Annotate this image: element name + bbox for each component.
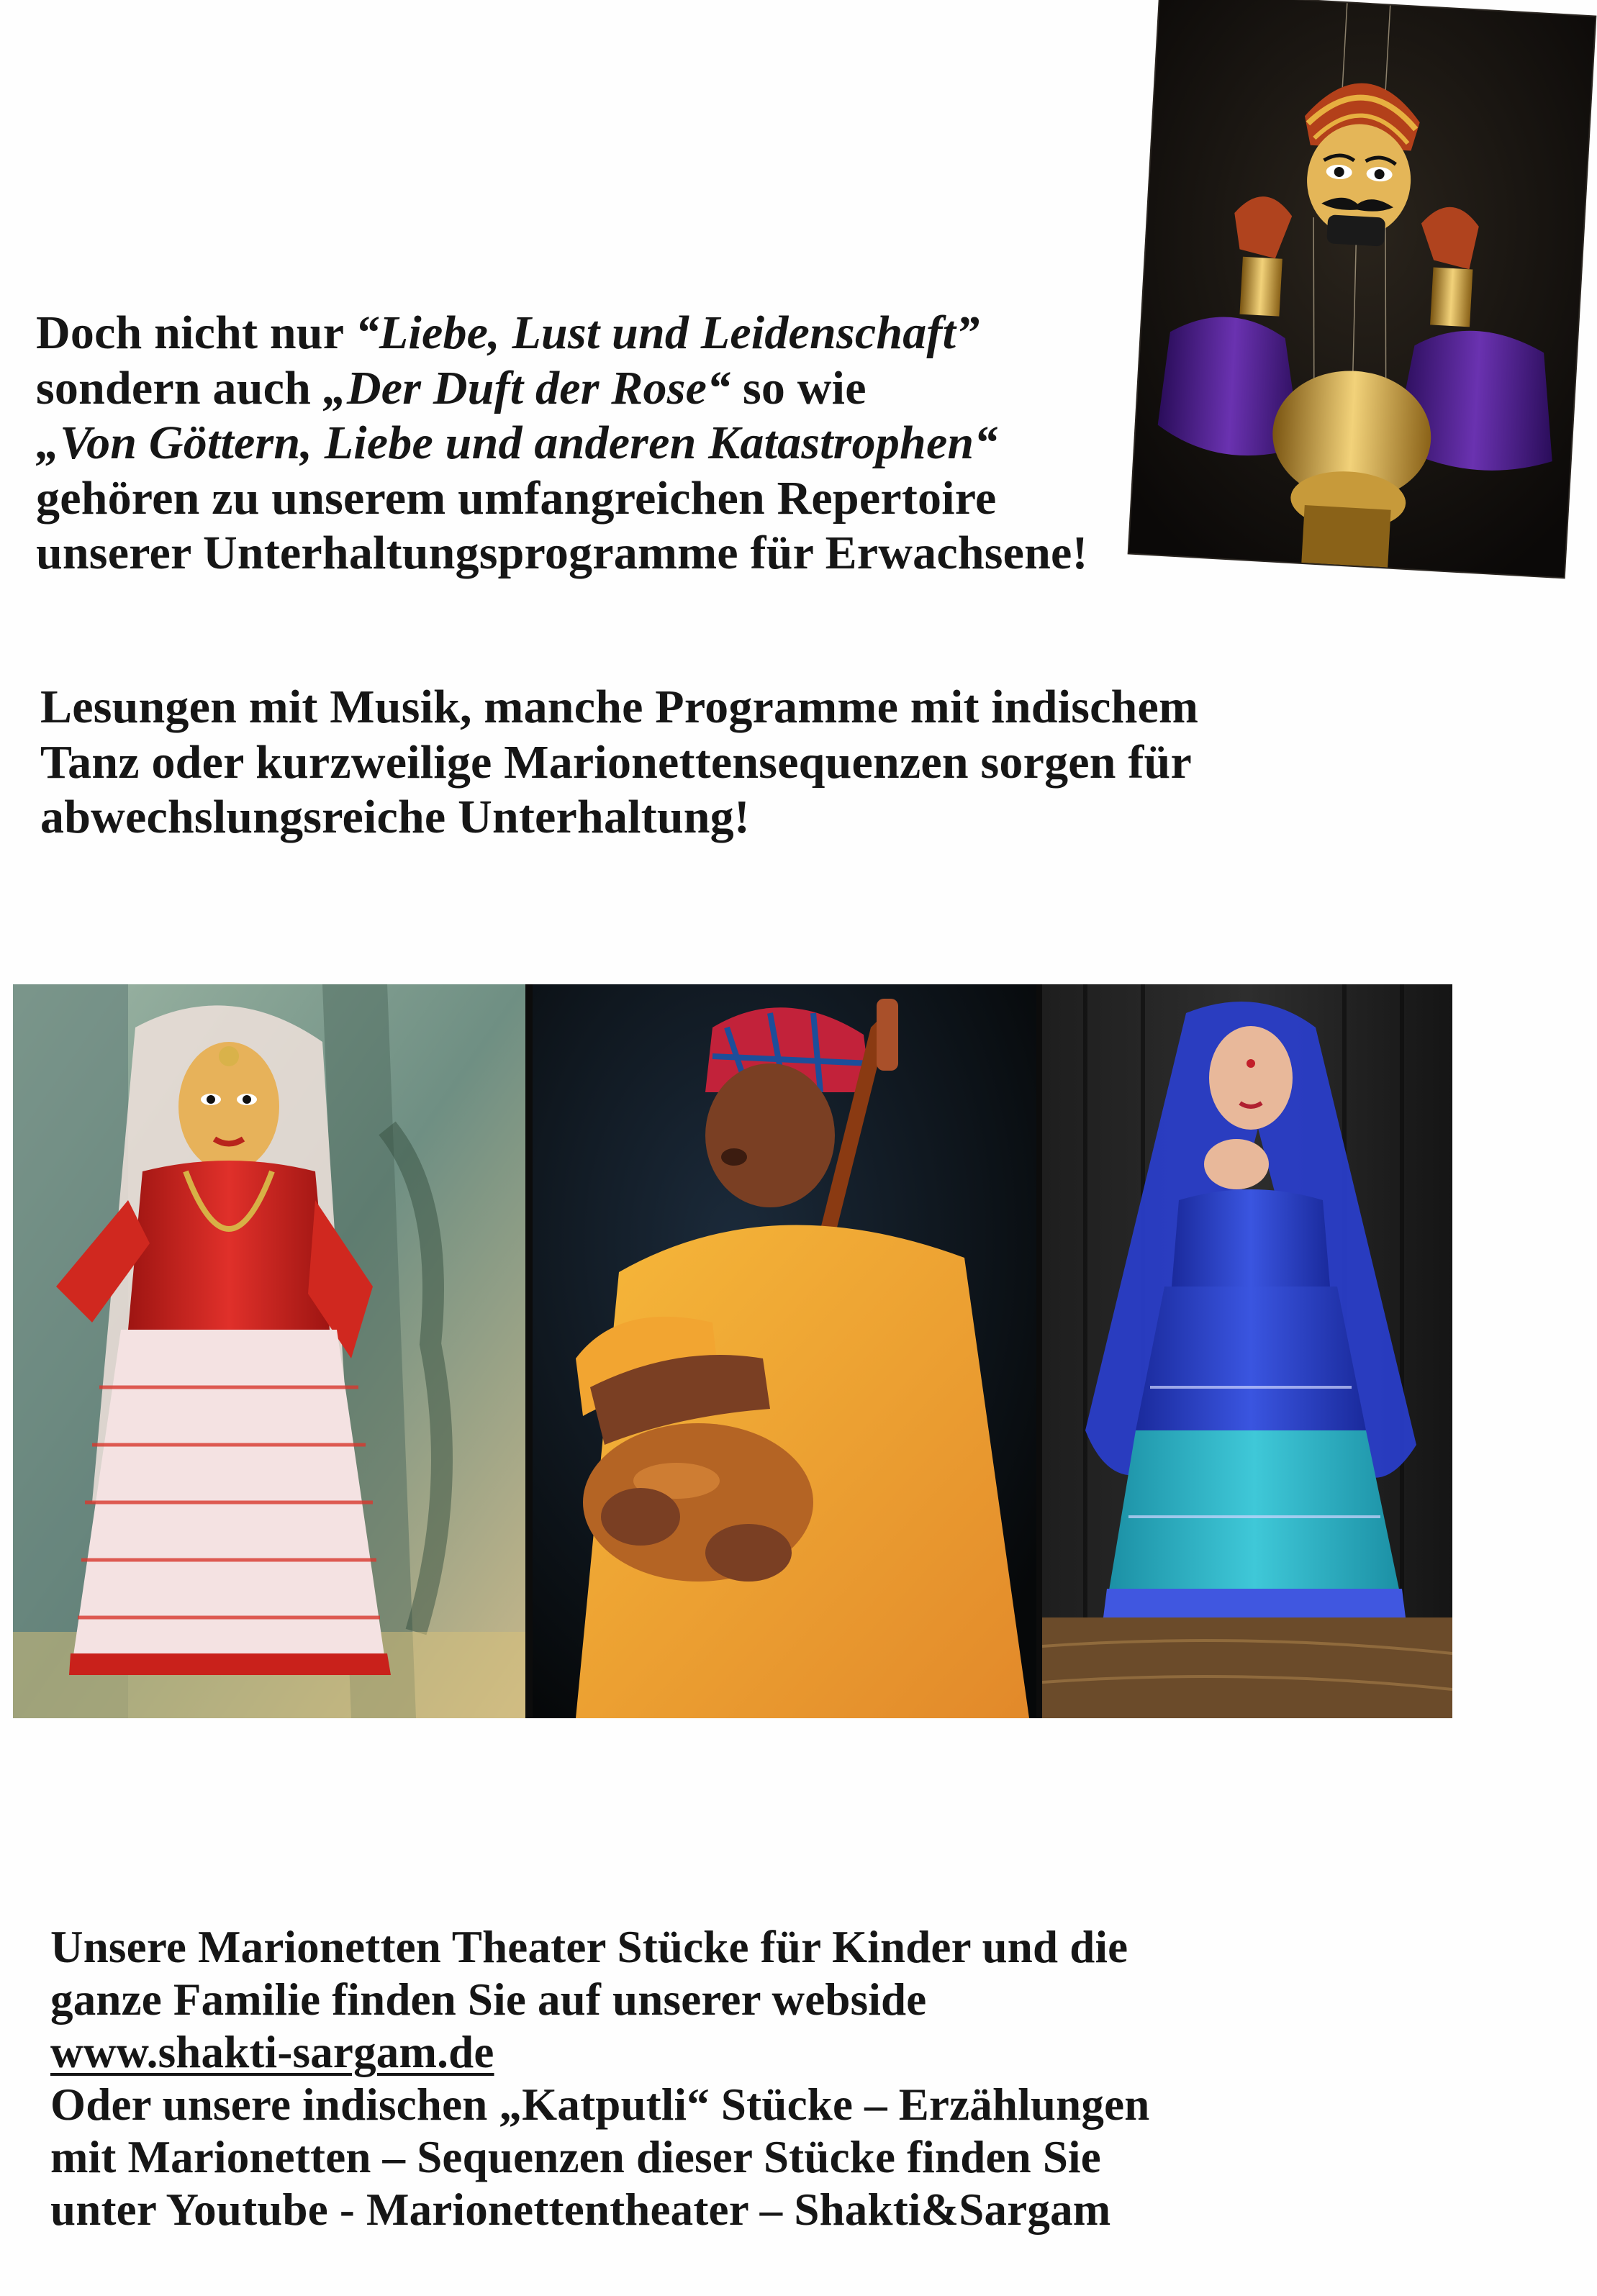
- intro-paragraph: [36, 306, 1159, 581]
- bottom-line-5: mit Marionetten – Sequenzen dieser Stücke finden Sie: [50, 2132, 1101, 2183]
- intro-line-1: [36, 306, 1159, 361]
- intro-line-2: [36, 361, 1159, 417]
- program-title-duft-der-rose: „Der Duft der Rose“: [322, 361, 731, 414]
- photo-triptych: [13, 984, 1452, 1718]
- program-title-liebe-lust: “Liebe, Lust und Leidenschaft”: [355, 307, 980, 359]
- bottom-line-4: Oder unsere indischen „Katputli“ Stücke – Erzählungen: [50, 2079, 1150, 2131]
- lesungen-line-1: Lesungen mit Musik, manche Programme mit indischem: [40, 681, 1199, 733]
- website-link[interactable]: www.shakti-sargam.de: [50, 2027, 494, 2078]
- intro-line-5: unserer Unterhaltungsprogramme für Erwachsene!: [36, 527, 1088, 580]
- puppet-woman-photo: [13, 984, 525, 1718]
- intro-line-2-prefix: sondern auch: [36, 361, 323, 414]
- bottom-paragraph: [50, 1921, 1576, 2236]
- intro-line-2-suffix: so wie: [730, 361, 867, 414]
- bottom-line-6: unter Youtube - Marionettentheater – Shakti&Sargam: [50, 2184, 1111, 2236]
- lesungen-paragraph: [40, 680, 1552, 845]
- intro-line-1-prefix: Doch nicht nur: [36, 307, 356, 359]
- lesungen-line-3: abwechslungsreiche Unterhaltung!: [40, 791, 751, 844]
- bottom-line-2: ganze Familie finden Sie auf unserer webside: [50, 1974, 927, 2025]
- bottom-line-1: Unsere Marionetten Theater Stücke für Kinder und die: [50, 1922, 1128, 1972]
- intro-line-4: gehören zu unserem umfangreichen Repertoire: [36, 471, 997, 525]
- website-line: [50, 2026, 1576, 2079]
- lesungen-line-2: Tanz oder kurzweilige Marionettensequenzen sorgen für: [40, 735, 1192, 789]
- dancer-photo: [1042, 984, 1452, 1718]
- musician-photo: [533, 984, 1036, 1718]
- intro-line-3: [36, 416, 1159, 471]
- program-title-goettern: „Von Göttern, Liebe und anderen Katastrophen“: [36, 417, 998, 470]
